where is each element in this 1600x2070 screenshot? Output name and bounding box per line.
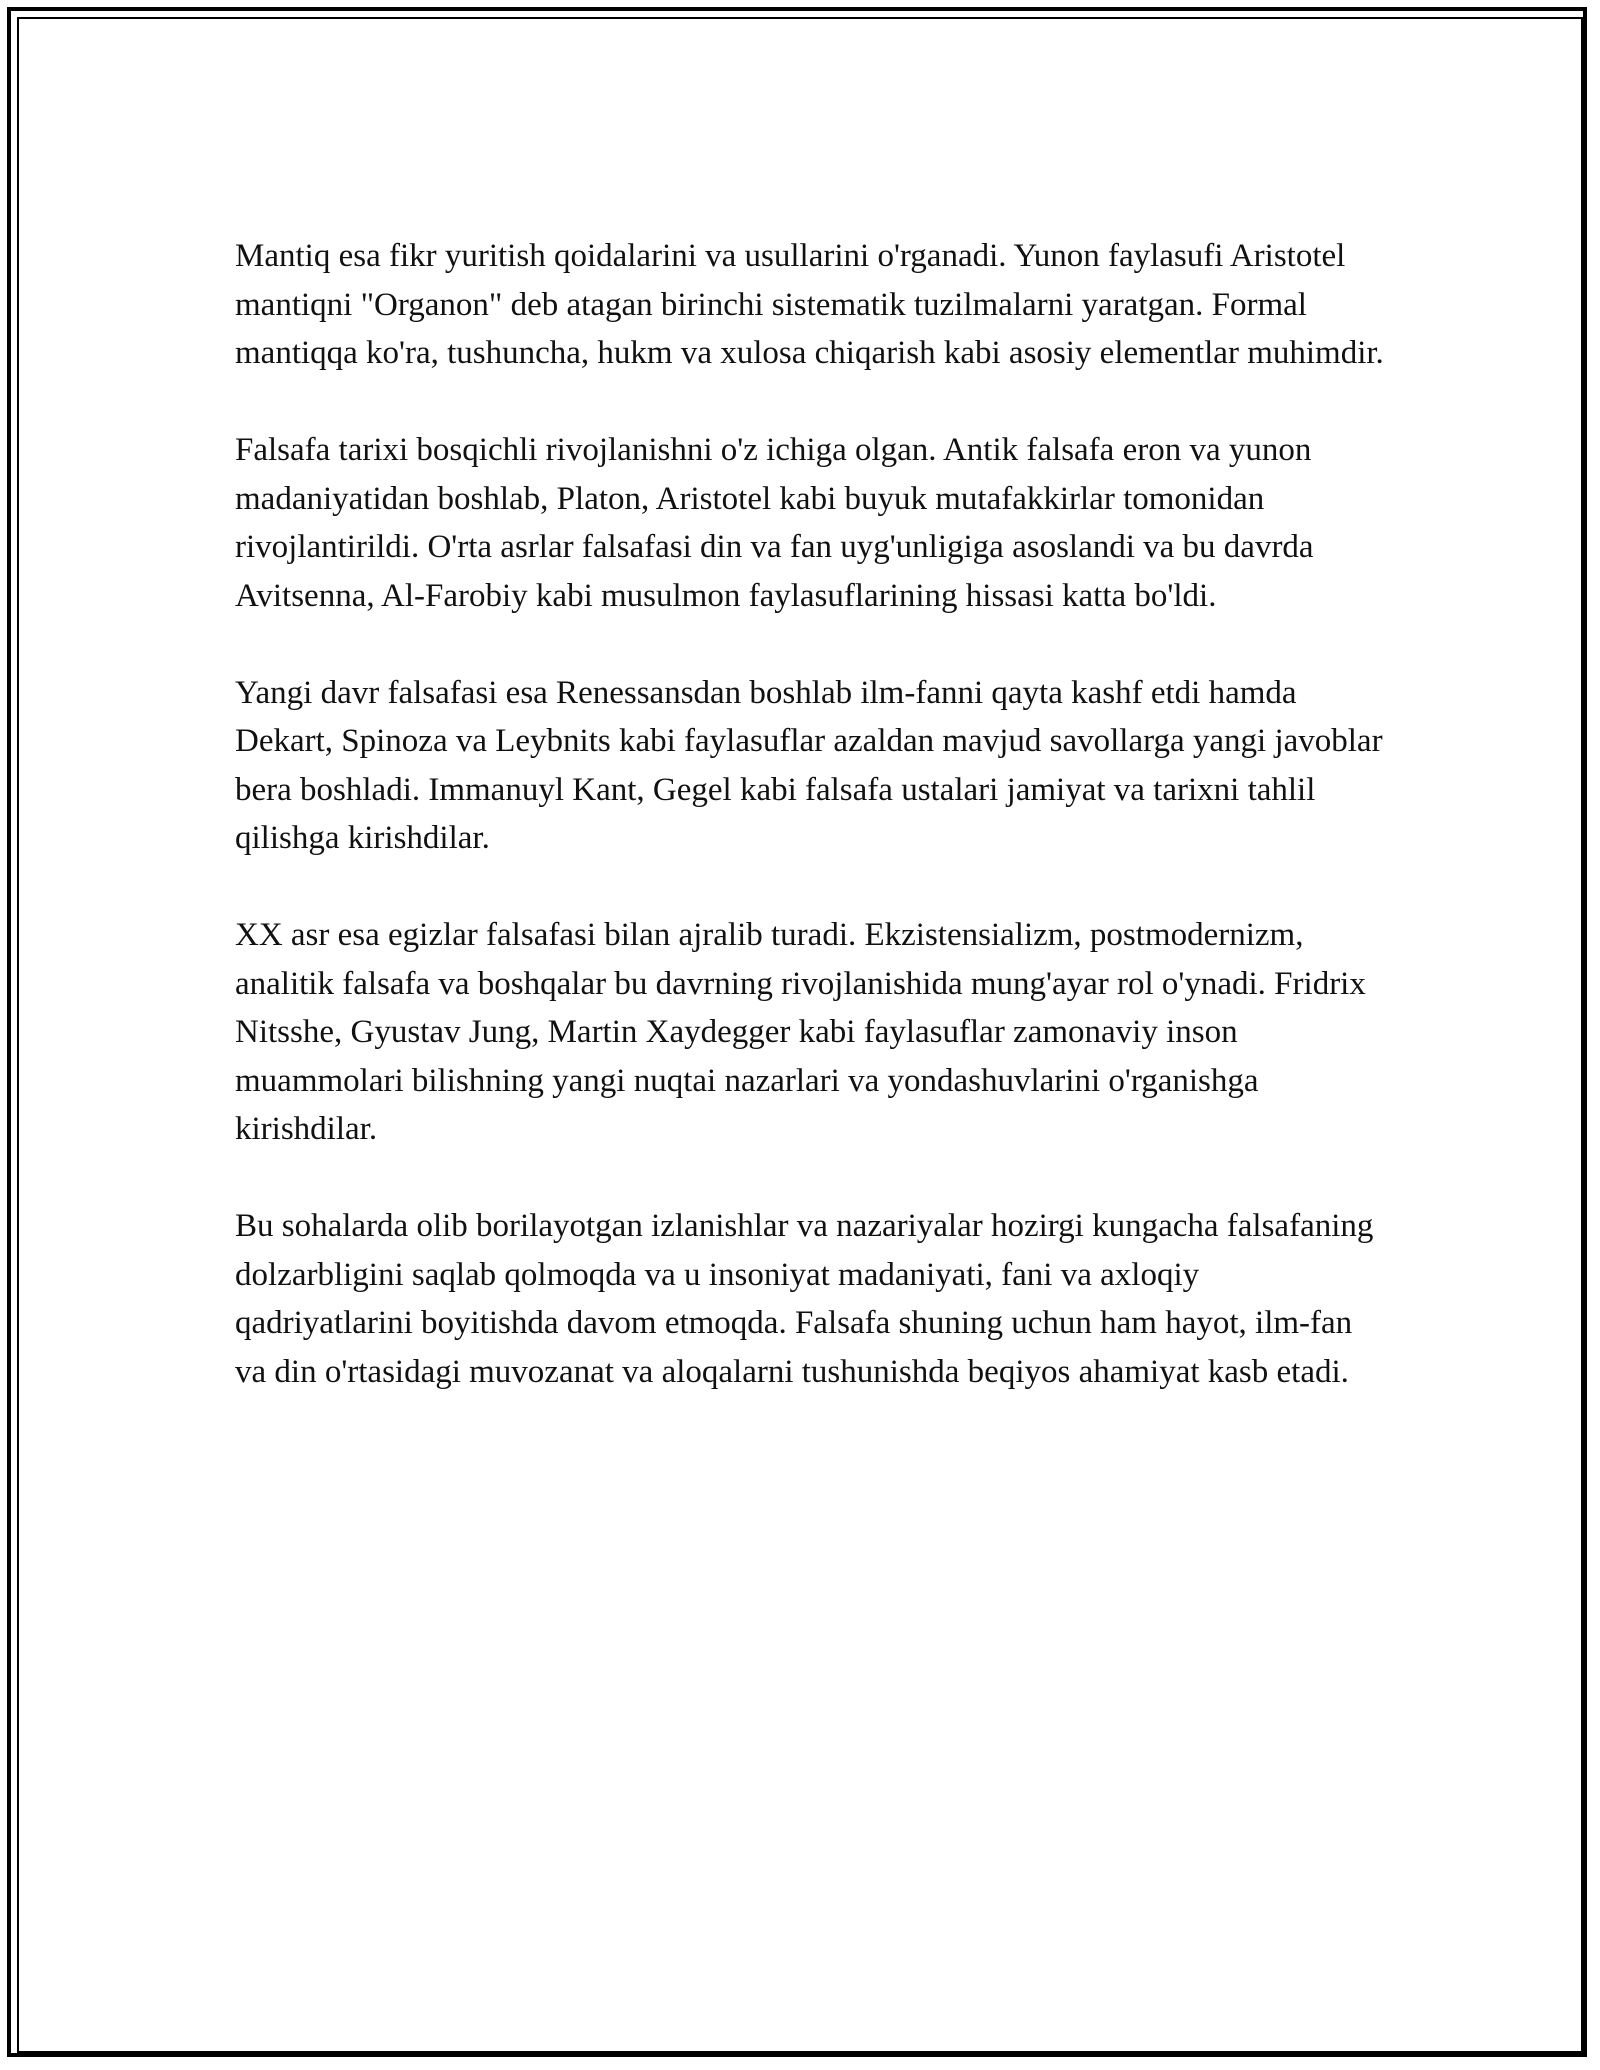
paragraph-history-of-philosophy: Falsafa tarixi bosqichli rivojlanishni o'z ichiga olgan. Antik falsafa eron va yunon madaniyatidan boshlab, Platon, Aristotel kabi buyuk mutafakkirlar tomonidan rivojlantirildi. O'rta asrlar falsafasi din va fan uyg'unligiga asoslandi va bu davrda Avitsenna, Al-Farobiy kabi musulmon faylasuflarining hissasi katta bo'ldi. <box>235 432 1314 614</box>
paragraph-modern-philosophy: Yangi davr falsafasi esa Renessansdan boshlab ilm-fanni qayta kashf etdi hamda Dekart, Spinoza va Leybnits kabi faylasuflar azaldan mavjud savollarga yangi javoblar bera boshladi. Immanuyl Kant, Gegel kabi falsafa ustalari jamiyat va tarixni tahlil qilishga kirishdilar. <box>235 674 1383 856</box>
document-body <box>235 232 1385 1445</box>
paragraph-twentieth-century: XX asr esa egizlar falsafasi bilan ajralib turadi. Ekzistensializm, postmodernizm, analitik falsafa va boshqalar bu davrning rivojlanishida mung'ayar rol o'ynadi. Fridrix Nitsshe, Gyustav Jung, Martin Xaydegger kabi faylasuflar zamonaviy inson muammolari bilishning yangi nuqtai nazarlari va yondashuvlarini o'rganishga kirishdilar. <box>235 917 1366 1147</box>
paragraph-logic: Mantiq esa fikr yuritish qoidalarini va usullarini o'rganadi. Yunon faylasufi Aristotel mantiqni "Organon" deb atagan birinchi sistematik tuzilmalarni yaratgan. Formal mantiqqa ko'ra, tushuncha, hukm va xulosa chiqarish kabi asosiy elementlar muhimdir. <box>235 238 1384 371</box>
paragraph-conclusion: Bu sohalarda olib borilayotgan izlanishlar va nazariyalar hozirgi kungacha falsafaning dolzarbligini saqlab qolmoqda va u insoniyat madaniyati, fani va axloqiy qadriyatlarini boyitishda davom etmoqda. Falsafa shuning uchun ham hayot, ilm-fan va din o'rtasidagi muvozanat va aloqalarni tushunishda beqiyos ahamiyat kasb etadi. <box>235 1208 1374 1390</box>
